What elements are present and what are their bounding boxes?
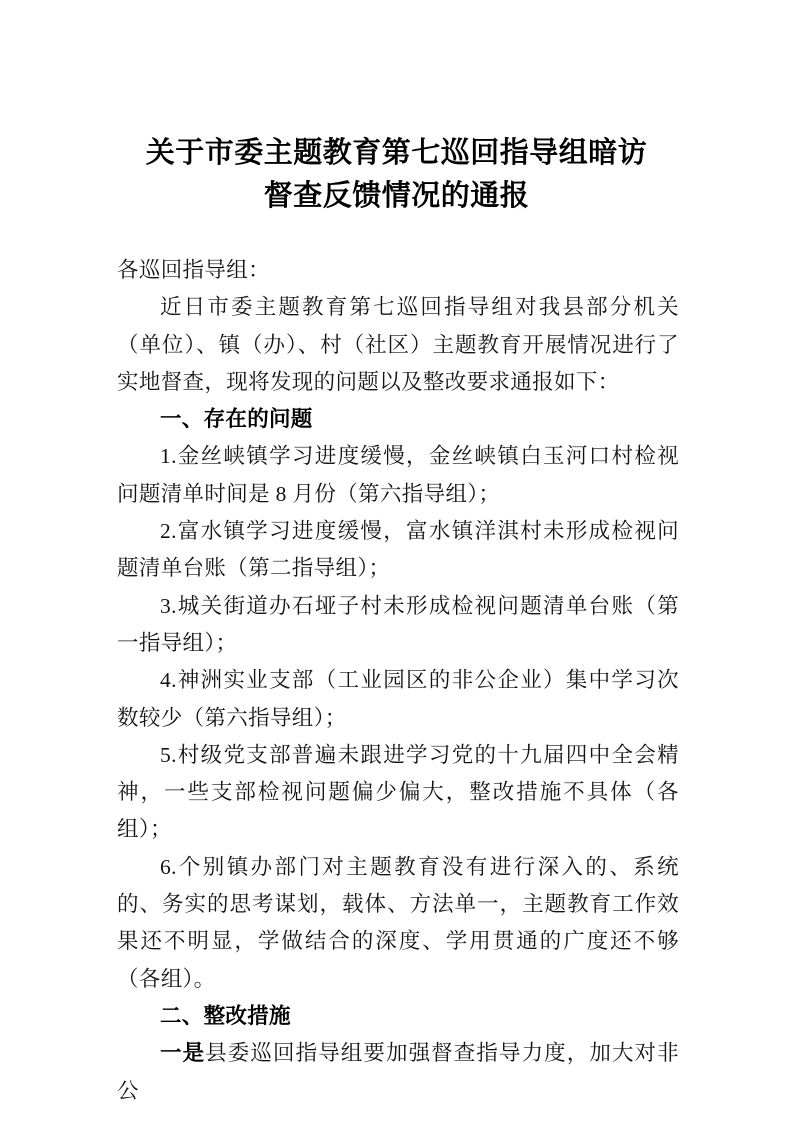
title-line-1: 关于市委主题教育第七巡回指导组暗访 <box>145 137 648 169</box>
section-heading-1: 一、存在的问题 <box>160 407 313 432</box>
problem-item-3: 3.城关街道办石垭子村未形成检视问题清单台账（第一指导组）； <box>117 593 679 655</box>
measure-item-1 <box>117 1035 679 1110</box>
measure-lead-1: 一是 <box>160 1041 206 1066</box>
measure-text-1: 县委巡回指导组要加强督查指导力度，加大对非公 <box>117 1041 679 1103</box>
salutation: 各巡回指导组： <box>117 258 270 282</box>
problem-item-5: 5.村级党支部普遍未跟进学习党的十九届四中全会精神，一些支部检视问题偏少偏大，整改措施不具体（各组）； <box>117 742 679 842</box>
document-body <box>117 252 679 1110</box>
problem-item-2: 2.富水镇学习进度缓慢，富水镇洋淇村未形成检视问题清单台账（第二指导组）； <box>117 519 679 581</box>
intro-paragraph: 近日市委主题教育第七巡回指导组对我县部分机关（单位）、镇（办）、村（社区）主题教育开展情况进行了实地督查，现将发现的问题以及整改要求通报如下： <box>117 295 679 394</box>
problem-item-4: 4.神洲实业支部（工业园区的非公企业）集中学习次数较少（第六指导组）； <box>117 668 679 730</box>
problem-item-6: 6.个别镇办部门对主题教育没有进行深入的、系统的、务实的思考谋划，载体、方法单一，主题教育工作效果还不明显，学做结合的深度、学用贯通的广度还不够（各组）。 <box>117 854 679 991</box>
section-heading-2: 二、整改措施 <box>160 1003 291 1028</box>
page-title <box>113 132 680 218</box>
problem-item-1: 1.金丝峡镇学习进度缓慢，金丝峡镇白玉河口村检视问题清单时间是 8 月份（第六指导组）； <box>117 444 679 506</box>
title-line-2: 督查反馈情况的通报 <box>263 180 530 212</box>
